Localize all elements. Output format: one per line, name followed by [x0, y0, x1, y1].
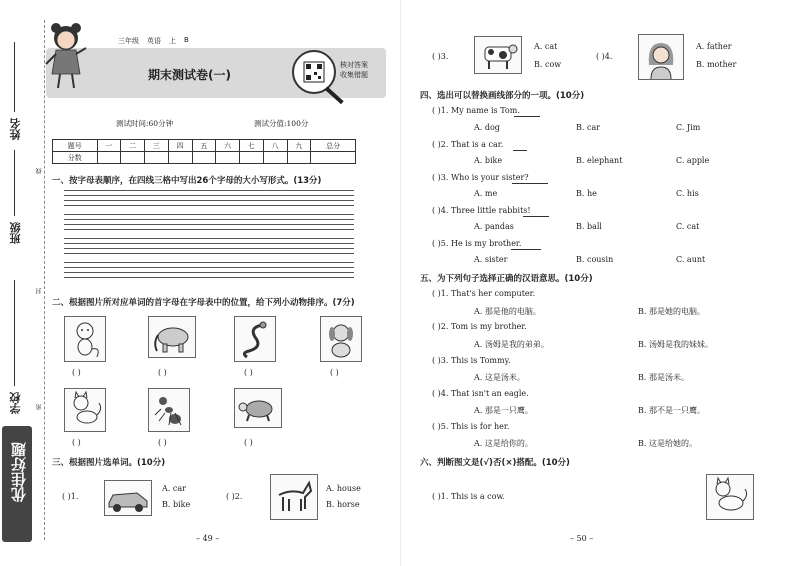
side-feng: 封 [36, 288, 43, 294]
s3-item-2-num[interactable]: ( )2. [226, 492, 243, 501]
page-divider [400, 0, 401, 566]
answer-paren[interactable]: ( ) [72, 368, 81, 377]
s4-q2-b[interactable]: B. elephant [576, 156, 623, 165]
s5-q3[interactable]: ( )3. This is Tommy. [432, 356, 511, 365]
answer-paren[interactable]: ( ) [158, 368, 167, 377]
answer-paren[interactable]: ( ) [158, 438, 167, 447]
s5-q4-a[interactable]: A. 那是一只鹰。 [474, 406, 533, 415]
s4-q1-a[interactable]: A. dog [474, 123, 500, 132]
exam-title: 期末测试卷(一) [148, 68, 231, 82]
s4-q1-b[interactable]: B. car [576, 123, 601, 132]
answer-paren[interactable]: ( ) [244, 368, 253, 377]
side-label-class: 班级 [9, 222, 22, 244]
cat-image [64, 388, 106, 432]
s5-q5[interactable]: ( )5. This is for her. [432, 422, 510, 431]
brand-logo: 优佳好题 [2, 426, 32, 542]
side-label-school: 学校 [9, 392, 22, 414]
answer-paren[interactable]: ( ) [244, 438, 253, 447]
s5-q2[interactable]: ( )2. Tom is my brother. [432, 322, 527, 331]
s5-q5-a[interactable]: A. 这是给你的。 [474, 439, 533, 448]
s4-q3-c[interactable]: C. his [676, 189, 699, 198]
ant-image [148, 388, 190, 432]
s4-q3-a[interactable]: A. me [474, 189, 498, 198]
snake-image [234, 316, 276, 362]
s4-q5-a[interactable]: A. sister [474, 255, 508, 264]
s4-q5-b[interactable]: B. cousin [576, 255, 614, 264]
page-number-50: – 50 – [570, 534, 594, 543]
s3-item-2-b[interactable]: B. horse [326, 500, 360, 509]
s4-q5-c[interactable]: C. aunt [676, 255, 706, 264]
s5-q5-b[interactable]: B. 这是给她的。 [638, 439, 697, 448]
s4-q4[interactable]: ( )4. Three little rabbits! [432, 206, 531, 215]
s5-q3-a[interactable]: A. 这是汤米。 [474, 373, 525, 382]
s3-item-3-b[interactable]: B. cow [534, 60, 562, 69]
car-image [104, 480, 152, 516]
test-score: 测试分值:100分 [254, 119, 309, 128]
elephant-image [148, 316, 196, 358]
s5-q4-b[interactable]: B. 那不是一只鹰。 [638, 406, 705, 415]
s3-item-3-num[interactable]: ( )3. [432, 52, 449, 61]
s3-item-3-a[interactable]: A. cat [534, 42, 558, 51]
section-4-heading: 四、选出可以替换画线部分的一项。(10分) [420, 91, 585, 101]
turtle-image [234, 388, 282, 428]
answer-paren[interactable]: ( ) [72, 438, 81, 447]
section-5-heading: 五、为下列句子选择正确的汉语意思。(10分) [420, 274, 593, 284]
section-6-heading: 六、判断图文是(√)否(×)搭配。(10分) [420, 458, 570, 468]
s3-item-4-a[interactable]: A. father [696, 42, 732, 51]
s4-q4-a[interactable]: A. pandas [474, 222, 514, 231]
s5-q2-b[interactable]: B. 汤姆是我的妹妹。 [638, 340, 713, 349]
s3-item-4-b[interactable]: B. mother [696, 60, 737, 69]
test-time: 测试时间:60分钟 [116, 119, 174, 128]
dog-image [320, 316, 362, 362]
girl-mascot [40, 20, 92, 92]
section-1-heading: 一、按字母表顺序，在四线三格中写出26个字母的大小写形式。(13分) [52, 176, 322, 186]
s4-q4-c[interactable]: C. cat [676, 222, 700, 231]
s5-q1-b[interactable]: B. 那是她的电脑。 [638, 307, 705, 316]
cow-image [474, 36, 522, 74]
s3-item-2-a[interactable]: A. house [326, 484, 361, 493]
s3-item-4-num[interactable]: ( )4. [596, 52, 613, 61]
s4-q5[interactable]: ( )5. He is my brother. [432, 239, 522, 248]
s5-q1[interactable]: ( )1. That's her computer. [432, 289, 536, 298]
s5-q2-a[interactable]: A. 汤姆是我的弟弟。 [474, 340, 549, 349]
score-table: 题号 一 二 三 四 五 六 七 八 九 总分 分数 [52, 139, 356, 164]
side-xian: 线 [36, 168, 43, 174]
side-label-name: 姓名 [9, 118, 22, 140]
s3-item-1-num[interactable]: ( )1. [62, 492, 79, 501]
s4-q2-c[interactable]: C. apple [676, 156, 710, 165]
s4-q3[interactable]: ( )3. Who is your sister? [432, 173, 529, 182]
s5-q1-a[interactable]: A. 那是他的电脑。 [474, 307, 541, 316]
page-number-49: – 49 – [196, 534, 220, 543]
qr-caption: 核对答案 收集错题 [340, 61, 368, 79]
section-2-heading: 二、根据图片所对应单词的首字母在字母表中的位置，给下列小动物排序。(7分) [52, 298, 355, 308]
grade-meta: 三年级 英语 上 B [118, 36, 189, 45]
s4-q1-c[interactable]: C. Jim [676, 123, 701, 132]
s4-q4-b[interactable]: B. ball [576, 222, 602, 231]
cat-image-s6 [706, 474, 754, 520]
s6-q1[interactable]: ( )1. This is a cow. [432, 492, 505, 501]
s3-item-1-b[interactable]: B. bike [162, 500, 191, 509]
answer-paren[interactable]: ( ) [330, 368, 339, 377]
monkey-image [64, 316, 106, 362]
s5-q3-b[interactable]: B. 那是汤米。 [638, 373, 689, 382]
section-3-heading: 三、根据图片选单词。(10分) [52, 458, 166, 468]
s5-q4[interactable]: ( )4. That isn't an eagle. [432, 389, 529, 398]
s4-q1[interactable]: ( )1. My name is Tom. [432, 106, 520, 115]
s3-item-1-a[interactable]: A. car [162, 484, 186, 493]
s4-q2-a[interactable]: A. bike [474, 156, 503, 165]
mother-image [638, 34, 684, 80]
horse-image [270, 474, 318, 520]
side-mi: 密 [36, 404, 43, 410]
s4-q2[interactable]: ( )2. That is a car. [432, 140, 504, 149]
s4-q3-b[interactable]: B. he [576, 189, 597, 198]
